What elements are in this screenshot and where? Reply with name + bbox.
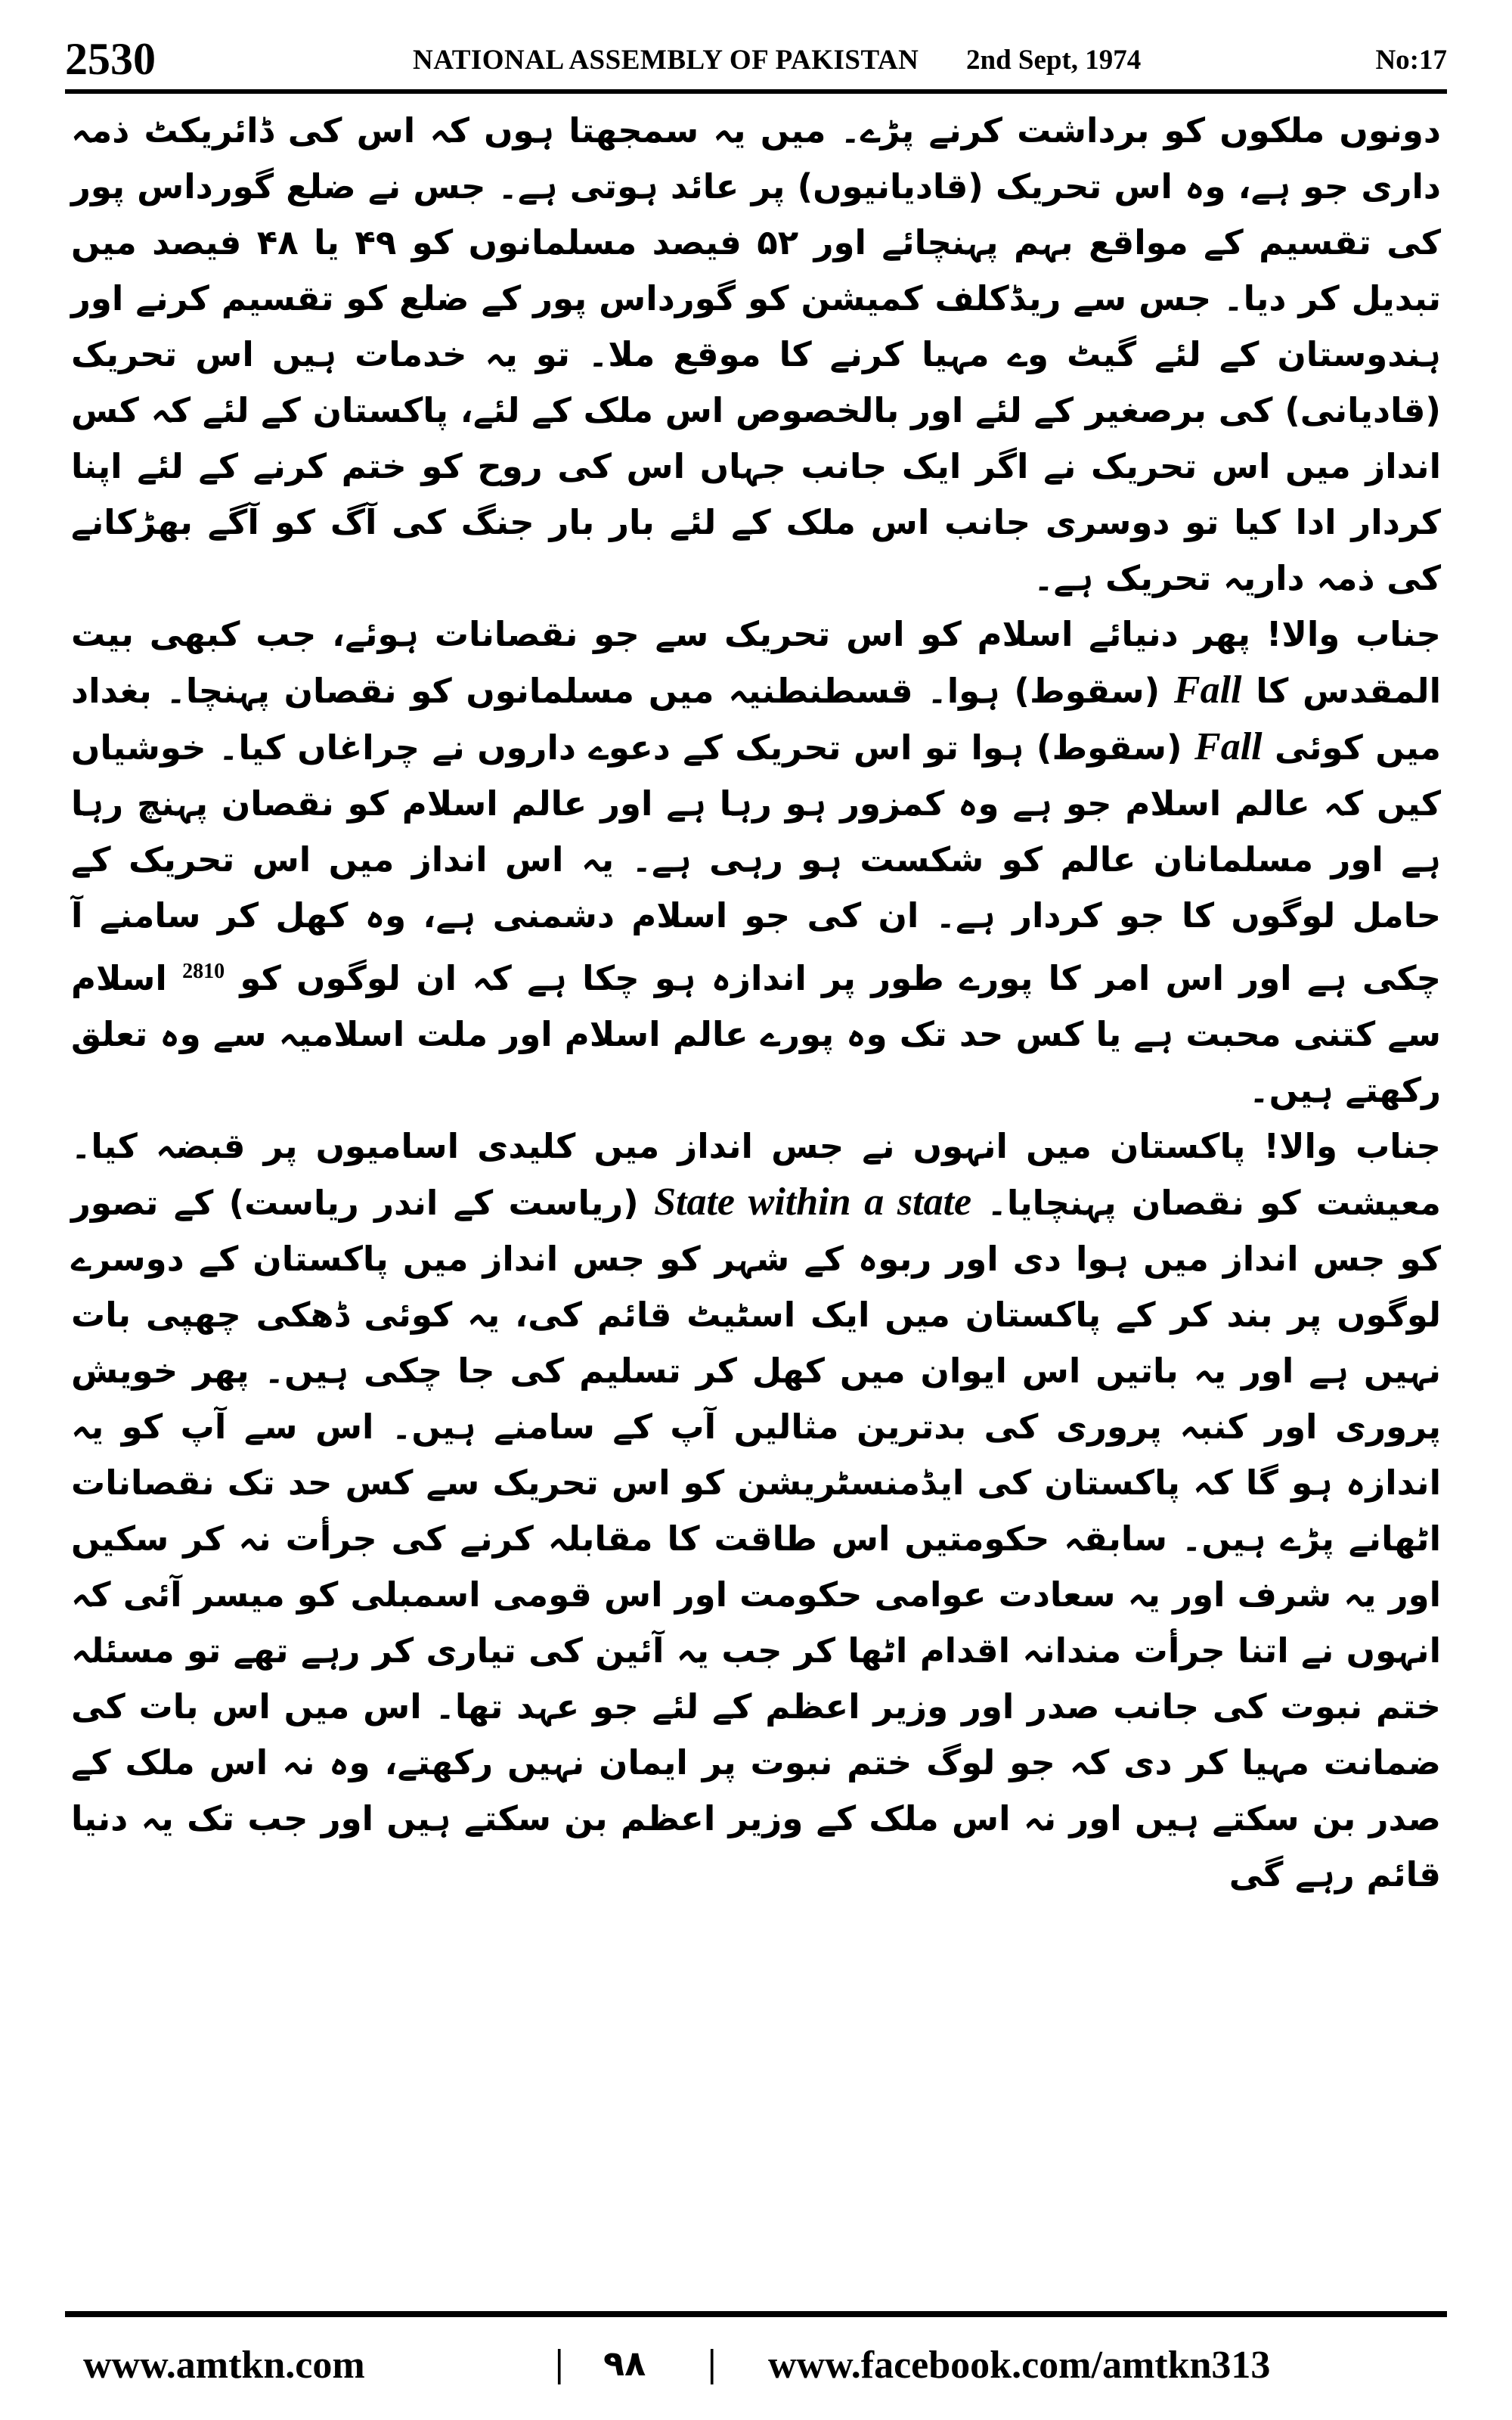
- header-rule: [65, 89, 1447, 94]
- facebook-link[interactable]: www.facebook.com/amtkn313: [768, 2344, 1271, 2387]
- page-number: 2530: [65, 34, 156, 84]
- paragraph-2-part-4: اسلام سے کتنی محبت ہے یا کس حد تک وہ پورے عالم اسلام اور ملت اسلامیہ سے وہ تعلق رکھتے ہیں۔: [71, 958, 1441, 1110]
- assembly-title: NATIONAL ASSEMBLY OF PAKISTAN: [413, 45, 919, 76]
- fall-term-1: Fall: [1173, 669, 1242, 712]
- folio-number: ۹۸: [603, 2343, 646, 2384]
- paragraph-3-part-2: (ریاست کے اندر ریاست) کے تصور کو جس انداز میں ہوا دی اور ربوہ کے شہر کو جس انداز میں پاکستان کے دوسرے لوگوں پر بند کر کے پاکستان میں ایک اسٹیٹ قائم کی، یہ کوئی ڈھکی چھپی بات نہیں ہے اور یہ باتیں اس ایوان میں کھل کر تسلیم کی جا چکی ہیں۔ پھر خویش پروری اور کنبہ پروری کی بدترین مثالیں آپ کے سامنے ہیں۔ اس سے آپ کو یہ اندازہ ہو گا کہ پاکستان کی ایڈمنسٹریشن کو اس تحریک سے کس حد تک نقصانات اٹھانے پڑے ہیں۔ سابقہ حکومتیں اس طاقت کا مقابلہ کرنے کی جرأت نہ کر سکیں اور یہ شرف اور یہ سعادت عوامی حکومت اور اس قومی اسمبلی کو میسر آئی کہ انہوں نے اتنا جرأت مندانہ اقدام اٹھا کر جب یہ آئین کی تیاری کر رہے تھے تو مسئلہ ختم نبوت کی جانب صدر اور وزیر اعظم کے لئے جو عہد تھا۔ اس میں اس بات کی ضمانت مہیا کر دی کہ جو لوگ ختم نبوت پر ایمان نہیں رکھتے، وہ نہ اس ملک کے صدر بن سکتے ہیں اور نہ اس ملک کے وزیر اعظم بن سکتے ہیں اور جب تک یہ دنیا قائم رہے گی: [71, 1183, 1441, 1894]
- fall-term-2: Fall: [1194, 725, 1263, 768]
- paragraph-2-part-3: (سقوط) ہوا تو اس تحریک کے دعوے داروں نے چراغاں کیا۔ خوشیاں کیں کہ عالم اسلام جو ہے وہ کمزور ہو رہا ہے اور عالم اسلام کو نقصان پہنچ رہا ہے اور مسلمانان عالم کو شکست ہو رہی ہے۔ یہ اس انداز میں اس تحریک کے حامل لوگوں کا جو کردار ہے۔ ان کی جو اسلام دشمنی ہے، وہ کھل کر سامنے آ چکی ہے اور اس امر کا پورے طور پر اندازہ ہو چکا ہے کہ ان لوگوں کو: [71, 728, 1442, 998]
- website-link[interactable]: www.amtkn.com: [83, 2344, 365, 2387]
- paragraph-2-part-1: جناب والا! پھر دنیائے اسلام کو اس تحریک سے جو نقصانات ہوئے، جب کبھی بیت المقدس کا: [71, 614, 1442, 711]
- issue-number: No:17: [1375, 45, 1447, 76]
- state-within-state-term: State within a state: [654, 1181, 972, 1224]
- session-date: 2nd Sept, 1974: [966, 45, 1142, 76]
- page-footer: [65, 2337, 1447, 2397]
- body-text: [71, 103, 1441, 1903]
- paragraph-1: دونوں ملکوں کو برداشت کرنے پڑے۔ میں یہ سمجھتا ہوں کہ اس کی ڈائریکٹ ذمہ داری جو ہے، وہ اس تحریک (قادیانیوں) پر عائد ہوتی ہے۔ جس نے ضلع گورداس پور کی تقسیم کے مواقع بہم پہنچائے اور ۵۲ فیصد مسلمانوں کو ۴۹ یا ۴۸ فیصد میں تبدیل کر دیا۔ جس سے ریڈکلف کمیشن کو گورداس پور کے ضلع کو تقسیم کرنے اور ہندوستان کے لئے گیٹ وے مہیا کرنے کا موقع ملا۔ تو یہ خدمات ہیں اس تحریک (قادیانی) کی برصغیر کے لئے اور بالخصوص اس ملک کے لئے، پاکستان کے لئے کہ کس انداز میں اس تحریک نے اگر ایک جانب جہاں اس کی روح کو ختم کرنے کے لئے اپنا کردار ادا کیا تو دوسری جانب اس ملک کے لئے بار بار جنگ کی آگ کو آگے بھڑکانے کی ذمہ داریہ تحریک ہے۔: [71, 110, 1442, 598]
- footer-rule: [65, 2311, 1447, 2317]
- paragraph-3: [71, 1118, 1441, 1903]
- paragraph-2-part-2: (سقوط) ہوا۔ قسطنطنیہ میں مسلمانوں کو نقصان پہنچا۔ بغداد میں کوئی: [71, 671, 1442, 768]
- page-header: [65, 27, 1447, 95]
- reference-marker: 2810: [182, 960, 225, 983]
- paragraph-2: [71, 607, 1441, 1118]
- footer-separator-left: |: [555, 2342, 564, 2385]
- footer-separator-right: |: [708, 2342, 717, 2385]
- paragraph-3-part-1: جناب والا! پاکستان میں انہوں نے جس انداز میں کلیدی اسامیوں پر قبضہ کیا۔ معیشت کو نقصان پہنچایا۔: [71, 1126, 1442, 1223]
